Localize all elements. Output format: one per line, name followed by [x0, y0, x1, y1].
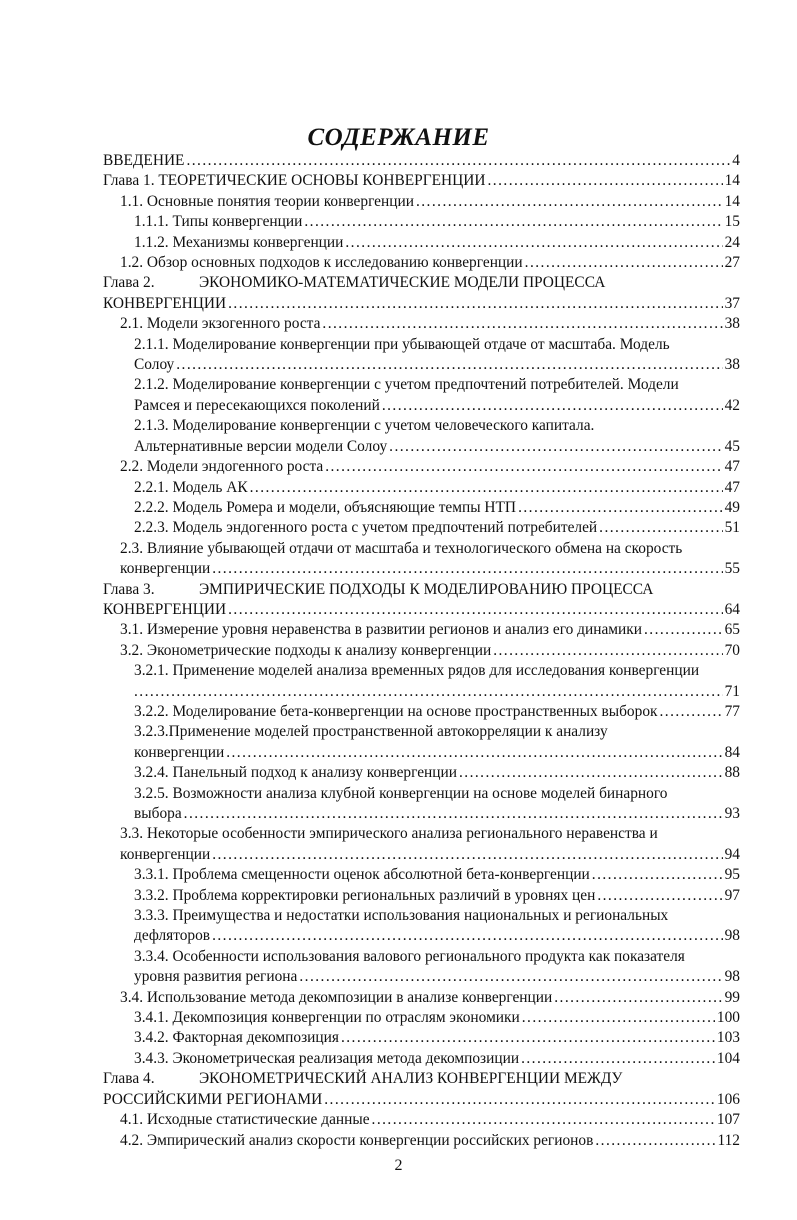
toc-page-number: 88	[724, 764, 740, 782]
toc-entry-text: ЭМПИРИЧЕСКИЕ ПОДХОДЫ К МОДЕЛИРОВАНИЮ ПРОЦЕССА	[199, 580, 654, 598]
toc-page-number: 47	[724, 478, 740, 496]
toc-page-number: 84	[724, 743, 740, 761]
toc-entry	[134, 1049, 740, 1069]
toc-page-number: 77	[724, 702, 740, 720]
dot-leader	[493, 641, 722, 661]
dot-leader	[341, 1028, 715, 1048]
toc-page-number: 55	[724, 560, 740, 578]
toc-entry	[134, 702, 740, 722]
toc-page-number: 70	[724, 641, 740, 659]
toc-page-number: 15	[724, 213, 740, 231]
toc-entry-text: 3.4. Использование метода декомпозиции в анализе конвергенции	[120, 988, 553, 1006]
toc-entry-text: 1.1. Основные понятия теории конвергенции	[120, 192, 414, 210]
toc-entry-text: ЭКОНОМЕТРИЧЕСКИЙ АНАЛИЗ КОНВЕРГЕНЦИИ МЕЖДУ	[199, 1070, 623, 1088]
toc-entry	[134, 722, 740, 763]
toc-page-number: 71	[724, 682, 740, 700]
toc-entry	[134, 763, 740, 783]
toc-entry-text: уровня развития региона	[134, 968, 298, 986]
toc-entry-text: 3.2.3.Применение моделей пространственной автокорреляции к анализу	[134, 723, 608, 741]
toc-page-number: 38	[724, 356, 740, 374]
dot-leader	[228, 600, 723, 620]
toc-entry-text: 3.2. Эконометрические подходы к анализу конвергенции	[120, 641, 492, 659]
toc-entry-text: конвергенции	[134, 743, 225, 761]
toc-page-number: 103	[716, 1029, 740, 1047]
toc-page-number: 112	[717, 1131, 740, 1149]
toc-entry	[103, 580, 740, 621]
dot-leader	[595, 1131, 715, 1151]
toc-entry-text: 3.3. Некоторые особенности эмпирического анализа регионального неравенства и	[120, 825, 658, 843]
toc-entry-text: 2.2. Модели эндогенного роста	[120, 458, 324, 476]
dot-leader	[518, 498, 723, 518]
toc-entry	[134, 865, 740, 885]
dot-leader	[186, 151, 730, 171]
page-title: СОДЕРЖАНИЕ	[307, 124, 490, 151]
toc-entry-text: Солоу	[134, 356, 175, 374]
chapter-label: Глава 4.	[103, 1070, 155, 1088]
toc-entry	[120, 620, 740, 640]
dot-leader	[226, 743, 722, 763]
toc-entry	[120, 988, 740, 1008]
dot-leader	[299, 967, 722, 987]
dot-leader	[488, 171, 723, 191]
toc-entry-text: 2.1. Модели экзогенного роста	[120, 315, 321, 333]
toc-entry	[134, 498, 740, 518]
toc-page-number: 94	[724, 845, 740, 863]
toc-entry-text: 3.2.4. Панельный подход к анализу конвергенции	[134, 764, 457, 782]
toc-entry	[134, 784, 740, 825]
toc-entry-text: 3.1. Измерение уровня неравенства в развитии регионов и анализ его динамики	[120, 621, 642, 639]
toc-entry-text: 1.1.1. Типы конвергенции	[134, 213, 303, 231]
toc-page-number: 98	[724, 927, 740, 945]
dot-leader	[599, 518, 722, 538]
toc-entry-text: ВВЕДЕНИЕ	[103, 152, 185, 169]
dot-leader	[644, 620, 723, 640]
dot-leader	[554, 988, 722, 1008]
toc-entry-text: 3.2.1. Применение моделей анализа временных рядов для исследования конвергенции	[134, 662, 700, 680]
chapter-label: Глава 3.	[103, 580, 155, 598]
dot-leader	[134, 682, 723, 702]
toc-entry-text: 3.4.3. Эконометрическая реализация метода декомпозиции	[134, 1049, 520, 1067]
toc-page-number: 37	[724, 294, 740, 312]
dot-leader	[325, 457, 722, 477]
toc-entry	[120, 641, 740, 661]
toc-page-number: 14	[724, 192, 740, 210]
toc-entry	[120, 457, 740, 477]
toc-entry	[120, 253, 740, 273]
toc-entry-text: 2.2.3. Модель эндогенного роста с учетом предпочтений потребителей	[134, 519, 598, 537]
toc-entry-text: 1.2. Обзор основных подходов к исследованию конвергенции	[120, 254, 523, 272]
dot-leader	[382, 396, 723, 416]
dot-leader	[592, 865, 723, 885]
toc-entry-text: 3.4.1. Декомпозиция конвергенции по отраслям экономики	[134, 1009, 520, 1027]
toc-page-number: 27	[724, 254, 740, 272]
dot-leader	[322, 314, 722, 334]
toc-page-number: 99	[724, 988, 740, 1006]
toc-entry-text: 2.1.3. Моделирование конвергенции с учетом человеческого капитала.	[134, 417, 595, 435]
toc-page-number: 104	[716, 1049, 740, 1067]
page-number: 2	[394, 1157, 403, 1174]
dot-leader	[372, 1110, 715, 1130]
dot-leader	[525, 253, 723, 273]
toc-entry	[134, 886, 740, 906]
dot-leader	[250, 478, 723, 498]
dot-leader	[212, 926, 723, 946]
dot-leader	[597, 886, 722, 906]
dot-leader	[184, 804, 723, 824]
dot-leader	[228, 294, 723, 314]
toc-entry-text: 3.4.2. Факторная декомпозиция	[134, 1029, 339, 1047]
dot-leader	[324, 1090, 715, 1110]
toc-page-number: 95	[724, 866, 740, 884]
toc-page-number: 14	[724, 172, 740, 190]
toc-entry-text: 3.3.4. Особенности использования валового регионального продукта как показателя	[134, 947, 685, 965]
toc-page-number: 98	[724, 968, 740, 986]
toc-entry	[120, 192, 740, 212]
toc-entry	[134, 1028, 740, 1048]
toc-entry-text: дефляторов	[134, 927, 211, 945]
toc-entry-text: 3.2.2. Моделирование бета-конвергенции на основе пространственных выборок	[134, 702, 658, 720]
dot-leader	[212, 559, 722, 579]
toc-page-number: 106	[716, 1090, 740, 1108]
toc-entry	[134, 233, 740, 253]
toc-page-number: 38	[724, 315, 740, 333]
toc-entry-text: Альтернативные версии модели Солоу	[134, 437, 388, 455]
toc-entry	[134, 947, 740, 988]
dot-leader	[660, 702, 723, 722]
toc-entry-text: выбора	[134, 805, 182, 822]
toc-entry	[103, 171, 740, 191]
toc-entry	[134, 1008, 740, 1028]
toc-page-number: 107	[716, 1111, 740, 1129]
toc-entry	[134, 212, 740, 232]
toc-entry	[120, 539, 740, 580]
dot-leader	[522, 1008, 715, 1028]
dot-leader	[459, 763, 723, 783]
toc-page-number: 49	[724, 498, 740, 516]
table-of-contents	[103, 151, 740, 1151]
toc-entry-text: 2.3. Влияние убывающей отдачи от масштаба и технологического обмена на скорость	[120, 539, 683, 557]
toc-entry	[134, 335, 740, 376]
toc-entry-text: Рамсея и пересекающихся поколений	[134, 396, 380, 414]
toc-entry	[120, 1110, 740, 1130]
toc-entry	[103, 273, 740, 314]
toc-entry-text: 3.3.2. Проблема корректировки региональных различий в уровнях цен	[134, 886, 596, 904]
toc-page-number: 51	[724, 519, 740, 537]
toc-entry-text: 2.2.2. Модель Ромера и модели, объясняющие темпы НТП	[134, 498, 517, 516]
toc-entry	[103, 151, 740, 171]
toc-entry	[134, 375, 740, 416]
toc-entry-text: конвергенции	[120, 845, 211, 863]
toc-entry	[134, 518, 740, 538]
toc-page-number: 45	[724, 437, 740, 455]
toc-entry	[103, 1069, 740, 1110]
toc-page-number: 93	[724, 805, 740, 822]
dot-leader	[416, 192, 723, 212]
dot-leader	[345, 233, 722, 253]
toc-entry-text: 3.3.3. Преимущества и недостатки использования национальных и региональных	[134, 907, 669, 925]
toc-page-number: 100	[716, 1009, 740, 1027]
dot-leader	[176, 355, 722, 375]
toc-entry	[120, 314, 740, 334]
toc-entry-text: РОССИЙСКИМИ РЕГИОНАМИ	[103, 1090, 323, 1108]
toc-entry-text: конвергенции	[120, 560, 211, 578]
toc-entry-text: Глава 1. ТЕОРЕТИЧЕСКИЕ ОСНОВЫ КОНВЕРГЕНЦИИ	[103, 172, 486, 190]
toc-page-number: 65	[724, 621, 740, 639]
toc-entry-text: ЭКОНОМИКО-МАТЕМАТИЧЕСКИЕ МОДЕЛИ ПРОЦЕССА	[199, 274, 606, 292]
toc-page-number: 64	[724, 600, 740, 618]
toc-entry-text: 2.1.2. Моделирование конвергенции с учетом предпочтений потребителей. Модели	[134, 376, 679, 394]
toc-page-number: 47	[724, 458, 740, 476]
toc-entry-text: 3.3.1. Проблема смещенности оценок абсолютной бета-конвергенции	[134, 866, 590, 884]
toc-entry-text: КОНВЕРГЕНЦИИ	[103, 294, 227, 312]
toc-entry	[134, 661, 740, 702]
toc-entry	[134, 906, 740, 947]
toc-page-number: 97	[724, 886, 740, 904]
toc-entry	[134, 478, 740, 498]
toc-page-number: 4	[732, 152, 740, 169]
toc-entry	[134, 416, 740, 457]
toc-entry-text: КОНВЕРГЕНЦИИ	[103, 600, 227, 618]
toc-page-number: 42	[724, 396, 740, 414]
toc-entry-text: 4.2. Эмпирический анализ скорости конвергенции российских регионов	[120, 1131, 594, 1149]
toc-entry-text: 4.1. Исходные статистические данные	[120, 1111, 370, 1129]
dot-leader	[521, 1049, 715, 1069]
toc-entry-text: 2.1.1. Моделирование конвергенции при убывающей отдаче от масштаба. Модель	[134, 335, 670, 353]
toc-entry	[120, 1131, 740, 1151]
toc-entry-text: 1.1.2. Механизмы конвергенции	[134, 233, 344, 251]
chapter-label: Глава 2.	[103, 274, 155, 292]
dot-leader	[304, 212, 722, 232]
dot-leader	[212, 845, 722, 865]
toc-page-number: 24	[724, 233, 740, 251]
toc-entry-text: 2.2.1. Модель АК	[134, 478, 248, 496]
dot-leader	[389, 437, 722, 457]
toc-entry-text: 3.2.5. Возможности анализа клубной конвергенции на основе моделей бинарного	[134, 784, 668, 802]
toc-entry	[120, 824, 740, 865]
